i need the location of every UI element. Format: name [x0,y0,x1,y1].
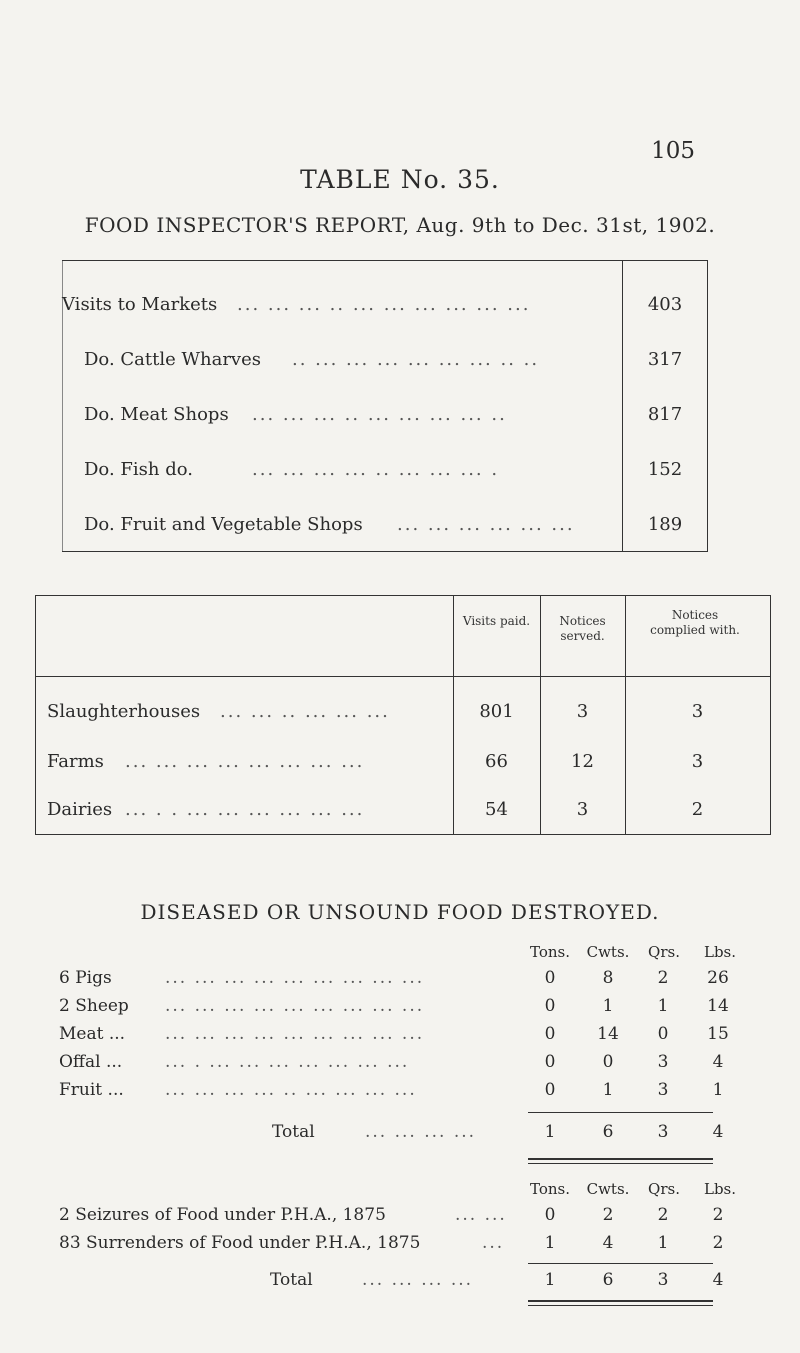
leader-dots: ... ... ... ... ... ... [397,514,575,535]
total-tons: 1 [544,1270,556,1290]
cell-qrs: 2 [657,968,669,988]
cell-served: 3 [576,701,589,722]
leader-dots: ... ... ... ... [362,1270,474,1290]
row-value: 189 [647,514,683,535]
leader-dots: ... ... ... ... ... ... ... ... ... [165,1024,425,1044]
row-label: Fruit ... [59,1080,124,1100]
row-label: 2 Seizures of Food under P.H.A., 1875 [59,1205,386,1225]
cell-lbs: 4 [712,1052,724,1072]
cell-lbs: 26 [707,968,729,988]
row-label: Offal ... [59,1052,123,1072]
cell-complied: 3 [691,751,704,772]
cell-complied: 3 [691,701,704,722]
row-value: 403 [647,294,683,315]
table-row [62,514,708,544]
cell-qrs: 1 [657,996,669,1016]
section-title: DISEASED OR UNSOUND FOOD DESTROYED. [140,900,660,924]
row-label: 2 Sheep [59,996,129,1016]
cell-cwts: 2 [602,1205,614,1225]
header-qrs: Qrs. [648,943,680,961]
total-cwts: 6 [602,1270,614,1290]
total-lbs: 4 [712,1122,724,1142]
leader-dots: ... . . ... ... ... ... ... ... [125,799,365,820]
leader-dots: ... ... ... ... ... ... ... ... ... [165,968,425,988]
total-rule [528,1263,713,1264]
cell-cwts: 14 [597,1024,619,1044]
cell-visits: 66 [485,751,508,772]
cell-qrs: 1 [657,1233,669,1253]
cell-served: 12 [571,751,594,772]
cell-tons: 0 [544,1205,556,1225]
cell-qrs: 2 [657,1205,669,1225]
cell-tons: 1 [544,1233,556,1253]
total-label: Total [270,1270,313,1290]
leader-dots: ... . ... ... ... ... ... ... ... [165,1052,410,1072]
cell-qrs: 3 [657,1052,669,1072]
row-label: Do. Cattle Wharves [84,349,261,370]
row-value: 817 [647,404,683,425]
leader-dots: ... ... ... ... .. ... ... ... . [252,459,500,480]
leader-dots: ... ... ... ... [365,1122,477,1142]
header-tons: Tons. [530,943,570,961]
cell-complied: 2 [691,799,704,820]
row-label: 83 Surrenders of Food under P.H.A., 1875 [59,1233,421,1253]
header-notices-complied: Notices complied with. [650,608,740,637]
row-value: 152 [647,459,683,480]
premises-table [35,595,771,835]
cell-served: 3 [576,799,589,820]
cell-cwts: 1 [602,1080,614,1100]
total-lbs: 4 [712,1270,724,1290]
row-label: Farms [47,751,104,772]
total-qrs: 3 [657,1122,669,1142]
total-cwts: 6 [602,1122,614,1142]
double-rule [528,1300,713,1306]
header-tons: Tons. [530,1180,570,1198]
header-cwts: Cwts. [586,1180,630,1198]
row-value: 317 [647,349,683,370]
table-row [62,294,708,324]
row-label: 6 Pigs [59,968,112,988]
header-lbs: Lbs. [703,943,737,961]
leader-dots: ... ... ... ... ... ... ... ... ... [165,996,425,1016]
table-border [770,596,771,834]
cell-cwts: 1 [602,996,614,1016]
cell-tons: 0 [544,1052,556,1072]
row-label: Dairies [47,799,113,820]
row-label: Visits to Markets [62,294,218,315]
cell-cwts: 8 [602,968,614,988]
total-qrs: 3 [657,1270,669,1290]
leader-dots: ... ... .. ... ... ... [220,701,390,722]
leader-dots: ... ... ... .. ... ... ... ... ... ... [237,294,531,315]
header-visits-paid: Visits paid. [462,614,531,628]
header-lbs: Lbs. [703,1180,737,1198]
cell-visits: 801 [479,701,514,722]
cell-cwts: 4 [602,1233,614,1253]
table-row [62,349,708,379]
leader-dots: ... [482,1233,505,1253]
report-title: FOOD INSPECTOR'S REPORT, Aug. 9th to Dec. 31st, 1902. [84,213,716,237]
leader-dots: ... ... [455,1205,507,1225]
cell-tons: 0 [544,968,556,988]
cell-cwts: 0 [602,1052,614,1072]
header-rule [35,676,771,677]
row-label: Do. Meat Shops [84,404,229,425]
leader-dots: ... ... ... ... ... ... ... ... [125,751,365,772]
leader-dots: ... ... ... .. ... ... ... ... .. [252,404,507,425]
cell-tons: 0 [544,996,556,1016]
cell-tons: 0 [544,1024,556,1044]
cell-tons: 0 [544,1080,556,1100]
table-row [62,459,708,489]
header-notices-served: Notices served. [559,614,606,643]
row-label: Do. Fruit and Vegetable Shops [84,514,363,535]
cell-lbs: 14 [707,996,729,1016]
header-qrs: Qrs. [648,1180,680,1198]
total-tons: 1 [544,1122,556,1142]
leader-dots: ... ... ... ... .. ... ... ... ... [165,1080,417,1100]
total-label: Total [272,1122,315,1142]
cell-lbs: 2 [712,1205,724,1225]
total-rule [528,1112,713,1113]
cell-lbs: 15 [707,1024,729,1044]
row-label: Do. Fish do. [84,459,193,480]
cell-lbs: 2 [712,1233,724,1253]
cell-qrs: 3 [657,1080,669,1100]
cell-visits: 54 [485,799,508,820]
table-border [35,596,36,834]
leader-dots: .. ... ... ... ... ... ... .. .. [292,349,540,370]
cell-qrs: 0 [657,1024,669,1044]
row-label: Meat ... [59,1024,126,1044]
table-row [62,404,708,434]
page-number: 105 [651,138,695,164]
visits-table [62,260,708,552]
row-label: Slaughterhouses [47,701,201,722]
cell-lbs: 1 [712,1080,724,1100]
double-rule [528,1158,713,1164]
header-cwts: Cwts. [586,943,630,961]
table-title: TABLE No. 35. [300,165,500,194]
